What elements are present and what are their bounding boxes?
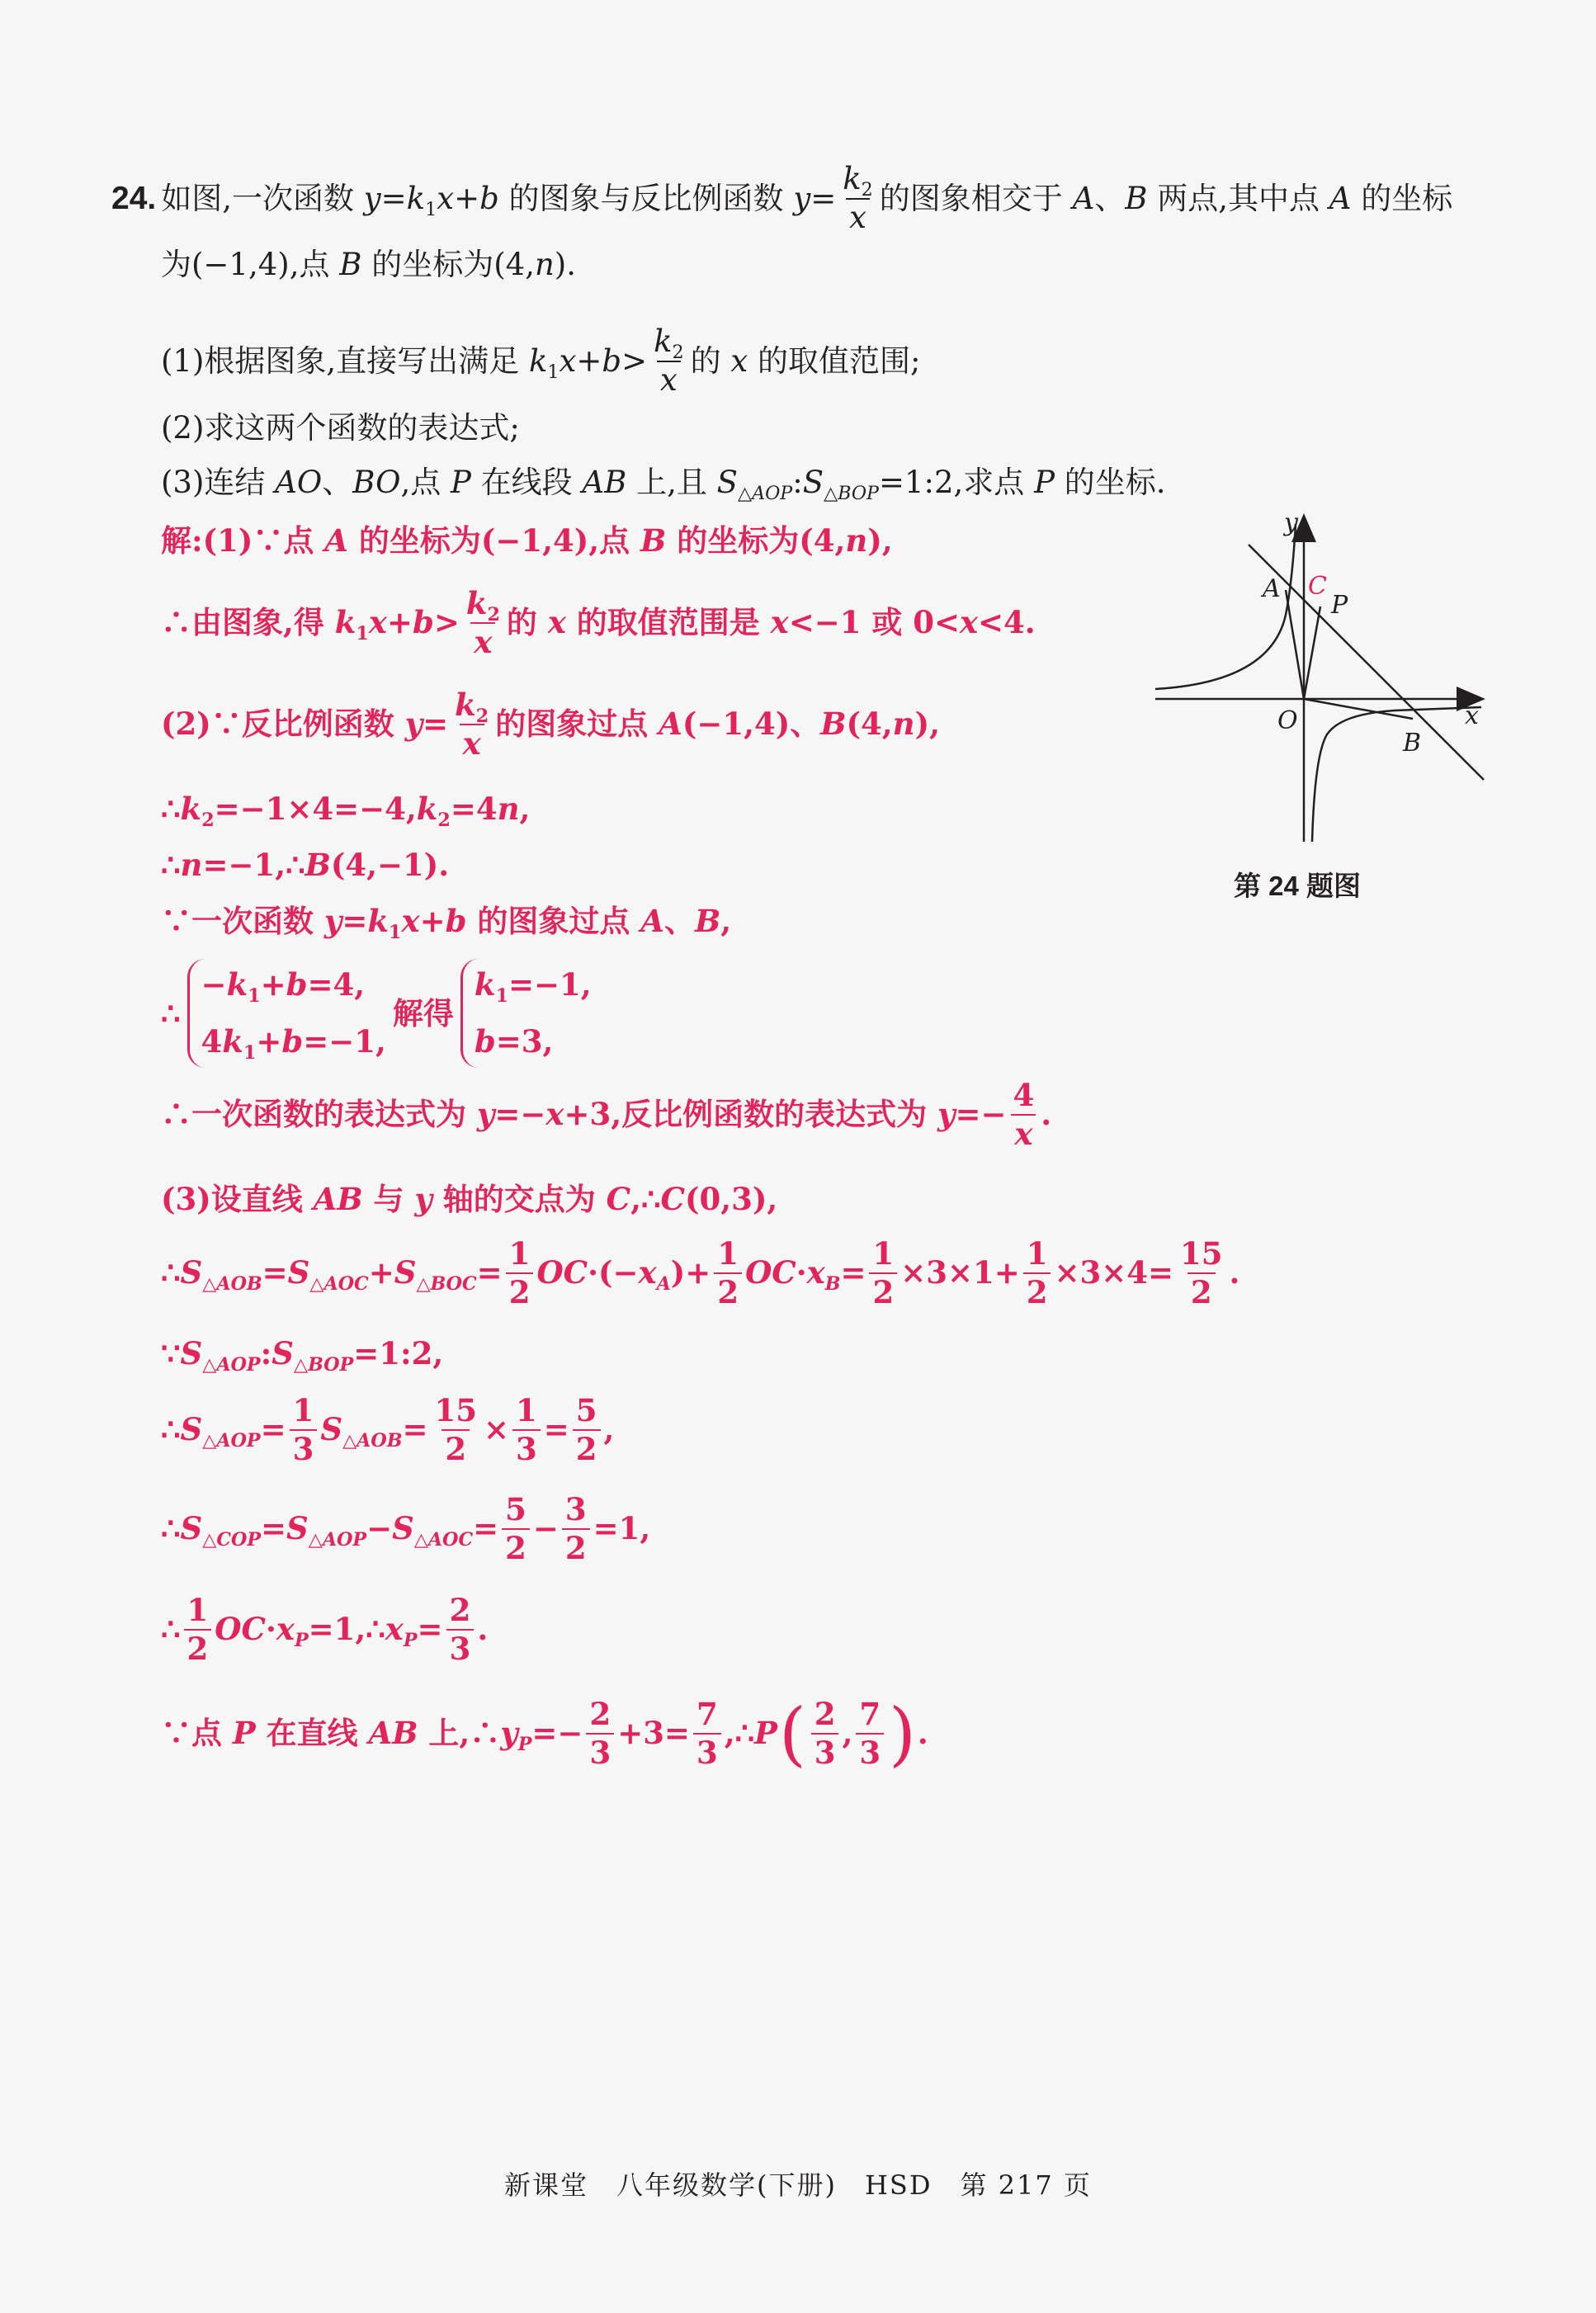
label-y: y <box>1284 508 1298 537</box>
page-footer: 新课堂 八年级数学(下册) HSD 第 217 页 <box>504 2169 1092 2201</box>
solution-step-6: ∵一次函数 $y=k_1x+b$ 的图象过点 A、B, <box>161 903 732 943</box>
figure-caption: 第 24 题图 <box>1234 871 1362 901</box>
solution-step-5: ∴n=−1,∴B(4,−1). <box>161 847 450 883</box>
label-x: x <box>1465 701 1479 730</box>
question-line-2: 为(−1,4),点 B 的坐标为(4,n). <box>161 247 576 282</box>
solution-step-15: ∵点 P 在直线 AB 上$,\therefore y_P=-$ $\frac{2}{3}$ +3= $\frac{7}{3}$ ,∴P ( $\frac{2}{3}$ , $\frac{7}{3}$ ) . <box>161 1692 928 1774</box>
hyperbola-branch-lower <box>1312 707 1481 842</box>
solution-step-14: ∴ $\frac{1}{2}$ $OC\cdot x_P=1,\therefore x_P=$ $\frac{2}{3}$ . <box>161 1592 489 1667</box>
solution-step-10: $\therefore S_{\triangle AOB}=S_{\triangle AOC}+S_{\triangle BOC}=$ $\frac{1}{2}$ $OC\cdot(-x_A)+$ $\frac{1}{2}$ $OC\cdot x_B=$ $\frac{1}{2}$ ×3×1+ $\frac{1}{2}$ ×3×4= $\frac{15}{2}$ . <box>161 1235 1240 1310</box>
question-line-1: 24. 如图,一次函数 $y=k_1x+b$ 的图象与反比例函数 y= $\frac{k_2}{x}$ 的图象相交于 A、B 两点,其中点 A 的坐标 <box>111 161 1453 235</box>
solution-step-4: $\therefore k_2=-1\times 4=-4,k_2=4n$, <box>161 791 531 831</box>
label-p: P <box>1331 591 1348 620</box>
line-ab <box>1249 545 1484 780</box>
solution-step-2: ∴由图象,得 $k_1x+b>$ $\frac{k_2}{x}$ 的 x 的取值范围是 x<−1 或 0<x<4. <box>161 585 1036 660</box>
segment-op <box>1304 607 1320 699</box>
segment-oa <box>1286 590 1304 699</box>
question-number: 24. <box>111 181 157 217</box>
label-b: B <box>1403 729 1422 758</box>
question-part-2: (2)求这两个函数的表达式; <box>161 410 520 446</box>
solution-step-1: 解:(1)∵点 A 的坐标为(−1,4),点 B 的坐标为(4,n), <box>161 522 893 559</box>
solution-step-3: (2)∵反比例函数 y= $\frac{k_2}{x}$ 的图象过点 A(−1,4)、B(4,n), <box>161 687 940 762</box>
solution-step-9: (3)设直线 AB 与 y 轴的交点为 C,∴C(0,3), <box>161 1181 778 1217</box>
label-a: A <box>1263 574 1281 603</box>
solution-step-8: ∴一次函数的表达式为 y=−x+3,反比例函数的表达式为 y=− $\frac{4}{x}$ . <box>161 1077 1052 1152</box>
solution-step-13: $\therefore S_{\triangle COP}=S_{\triangle AOP}-S_{\triangle AOC}=$ $\frac{5}{2}$ − $\frac{3}{2}$ =1, <box>161 1491 651 1566</box>
label-origin: O <box>1277 706 1298 735</box>
solution-step-7: ∴ $-k_1+b=4$, $4k_1+b=-1$, 解得 $k_1=-1$, b=3, <box>161 959 598 1068</box>
solution-step-11: $\because S_{\triangle AOP}:S_{\triangle BOP}=1:2$, <box>161 1335 444 1376</box>
question-part-3: (3)连结 AO、BO,点 P 在线段 AB 上,且 $S_{\triangle AOP}:S_{\triangle BOP}=1:2$,求点 P 的坐标. <box>161 465 1166 504</box>
label-c: C <box>1308 572 1327 601</box>
figure-graph <box>1147 507 1494 854</box>
hyperbola-branch-upper <box>1155 524 1296 689</box>
solution-step-12: $\therefore S_{\triangle AOP}=$ $\frac{1}{3}$ $S_{\triangle AOB}=$ $\frac{15}{2}$ × $\frac{1}{3}$ = $\frac{5}{2}$ , <box>161 1392 615 1467</box>
question-part-1: (1)根据图象,直接写出满足 $k_1x+b>$ $\frac{k_2}{x}$ 的 x 的取值范围; <box>161 323 921 398</box>
